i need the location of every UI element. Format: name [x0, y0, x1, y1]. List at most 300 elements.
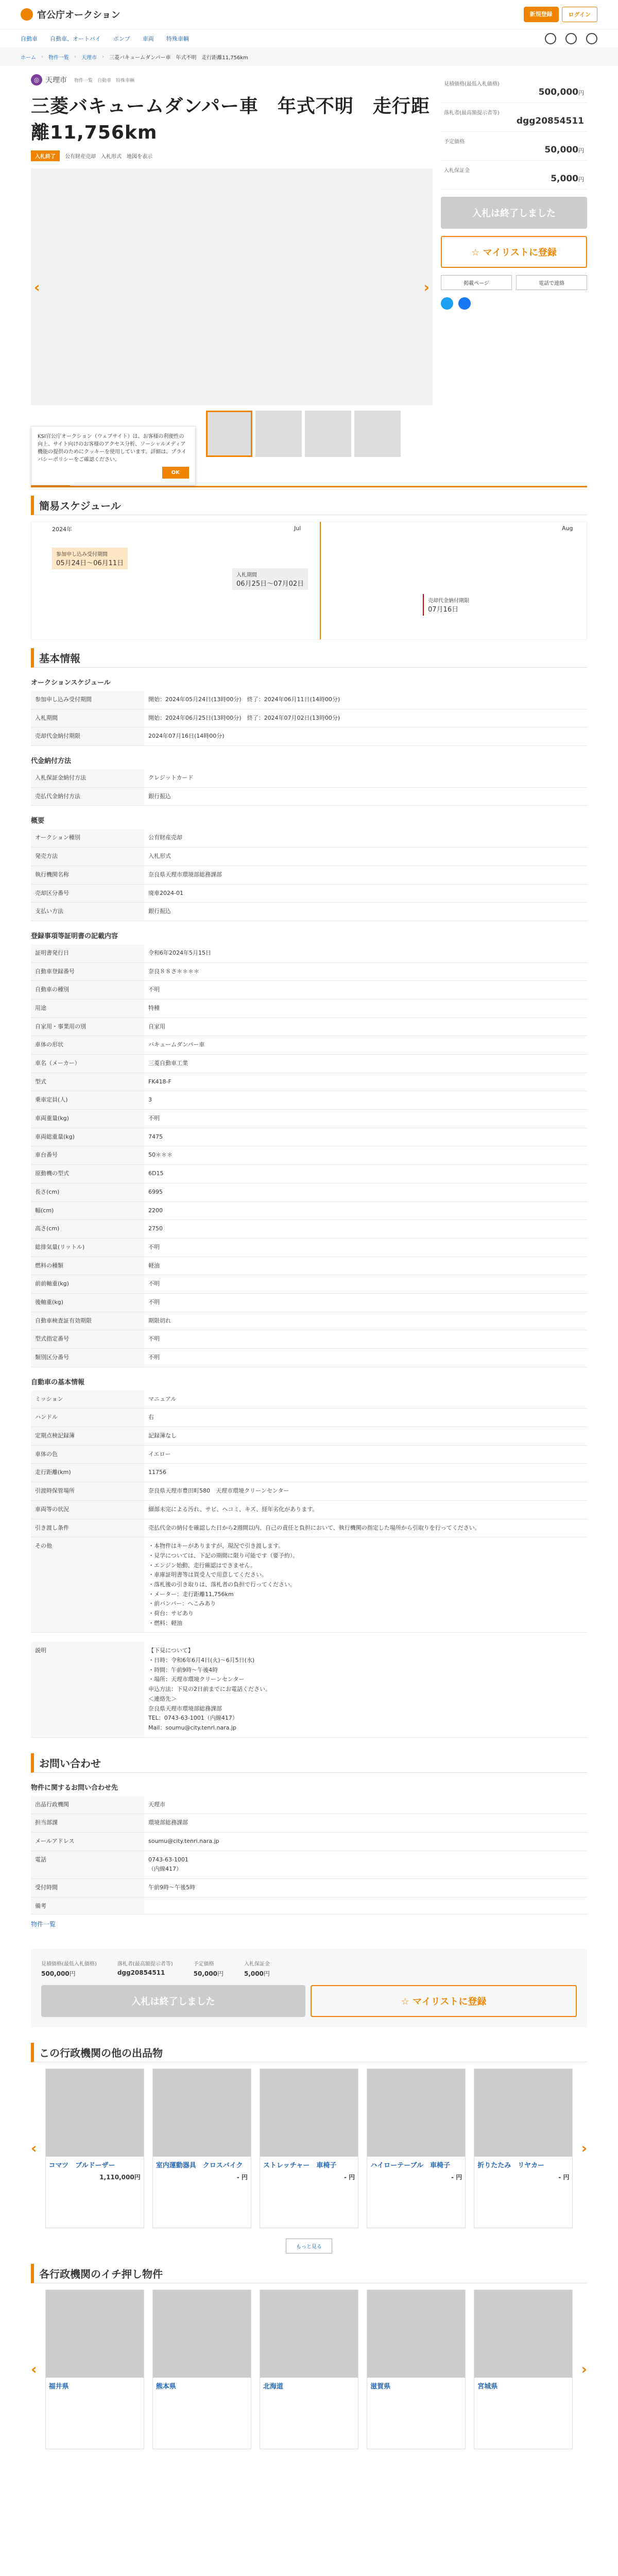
row-key: 後軸重(kg) [31, 1293, 144, 1312]
thumbnail[interactable] [305, 411, 351, 457]
table-row [31, 1146, 587, 1165]
print-button[interactable]: 掲載ページ [441, 275, 512, 290]
schedule-timeline [31, 521, 587, 640]
event-title: 入札期間 [236, 572, 257, 578]
timeline-month: Aug [562, 525, 573, 532]
table-row [31, 1257, 587, 1275]
table-row [31, 981, 587, 999]
table-row [31, 1832, 587, 1851]
item-card[interactable] [45, 2290, 144, 2449]
card-name: 滋賀県 [370, 2382, 391, 2391]
event-application [52, 548, 128, 569]
bb-price-value: 5,000 [244, 1970, 264, 1977]
item-card[interactable] [474, 2069, 573, 2228]
recommend-section [31, 2264, 587, 2449]
row-key: 発売方法 [31, 848, 144, 866]
row-value: 売払代金の納付を確認した日から2週間以内、自己の責任と負担において、執行機関の指定した場所から引取りを行ってください。 [144, 1519, 587, 1537]
more-button[interactable]: もっと見る [286, 2239, 332, 2253]
card-image [260, 2069, 358, 2157]
carousel-prev-icon[interactable]: ‹ [31, 2140, 37, 2157]
search-icon[interactable] [545, 33, 556, 44]
row-value: 公有財産売却 [144, 829, 587, 847]
row-key: 証明書発行日 [31, 944, 144, 962]
item-card[interactable] [367, 2290, 466, 2449]
recommend-heading: 各行政機関のイチ押し物件 [31, 2264, 587, 2283]
chip[interactable]: 入札形式 [101, 154, 122, 160]
recommend-carousel [31, 2290, 587, 2449]
row-value: ・本物件はキーがありますが、現況で引き渡します。 ・見学については、下記の期間に限り可能です（要予約）。 ・エンジン始動、走行確認はできません。 ・車庫証明書等は買受人で用意してください。 ・落札後の引き取りは、落札者の負担で行ってください。 ・メーター：走行距離11,756km ・前バンパー：へこみあり ・荷台：サビあり ・燃料：軽油 [144, 1537, 587, 1633]
table-row [31, 1814, 587, 1833]
row-value: イエロー [144, 1445, 587, 1464]
price-label: 予定価格 [444, 139, 465, 145]
table-row [31, 866, 587, 884]
chip[interactable]: 地図を表示 [127, 154, 152, 160]
logo-text: 官公庁オークション [37, 10, 121, 21]
row-value: 三菱自動車工業 [144, 1055, 587, 1073]
gallery-prev-icon[interactable]: ‹ [34, 278, 40, 296]
event-payment [423, 594, 473, 616]
row-key: 車両等の状況 [31, 1500, 144, 1519]
row-value: 銀行振込 [144, 903, 587, 921]
price-label: 入札保証金 [444, 168, 470, 174]
row-key: 車名（メーカー） [31, 1055, 144, 1073]
row-value: 奈良８８さ＊＊＊＊ [144, 962, 587, 981]
row-value: 不明 [144, 1293, 587, 1312]
bb-price [117, 1959, 173, 1978]
table-row [31, 1482, 587, 1501]
bb-bid-closed-button[interactable]: 入札は終了しました [41, 1985, 305, 2017]
row-key: 担当部課 [31, 1814, 144, 1833]
row-key: 用途 [31, 999, 144, 1018]
municipality[interactable] [31, 74, 433, 86]
thumbnail[interactable] [206, 411, 252, 457]
contact-subheading: 物件に関するお問い合わせ先 [31, 1784, 118, 1792]
row-key: 引き渡し条件 [31, 1519, 144, 1537]
card-price: - 円 [344, 2173, 355, 2181]
row-key: 売却区分番号 [31, 884, 144, 903]
row-key: 乗車定員(人) [31, 1091, 144, 1110]
table-row [31, 962, 587, 981]
row-key: 型式指定番号 [31, 1330, 144, 1349]
card-image [153, 2290, 251, 2378]
row-value: 細部未完による汚れ、サビ、ヘコミ、キズ、経年劣化があります。 [144, 1500, 587, 1519]
contact-heading: お問い合わせ [31, 1753, 587, 1773]
row-key: 原動機の型式 [31, 1165, 144, 1183]
site-logo[interactable] [21, 8, 121, 21]
row-value: 特種 [144, 999, 587, 1018]
table-row [31, 1330, 587, 1349]
table-row [31, 1851, 587, 1878]
row-key: 定期点検記録簿 [31, 1427, 144, 1446]
bb-add-mylist-button[interactable]: ☆ マイリストに登録 [311, 1985, 577, 2017]
item-card[interactable] [260, 2069, 358, 2228]
table-row [31, 1519, 587, 1537]
table-row [31, 1409, 587, 1427]
row-key: 入札期間 [31, 709, 144, 727]
row-value: 廃車2024-01 [144, 884, 587, 903]
other-items-section [31, 2043, 587, 2253]
row-value [144, 1897, 587, 1914]
table-row [31, 1183, 587, 1201]
bb-price [41, 1959, 97, 1978]
bb-mylist-label: マイリストに登録 [413, 1996, 487, 2007]
row-value: 環境部総務課部 [144, 1814, 587, 1833]
register-button[interactable]: 新規登録 [524, 7, 559, 22]
row-key: 走行距離(km) [31, 1464, 144, 1482]
row-key: 長さ(cm) [31, 1183, 144, 1201]
price-min [441, 74, 587, 103]
today-line [320, 522, 321, 639]
bid-closed-button[interactable]: 入札は終了しました [441, 197, 587, 229]
timeline-year: 2024年 [52, 526, 72, 533]
row-value: 銀行振込 [144, 787, 587, 806]
row-value: 午前9時～午後5時 [144, 1879, 587, 1897]
row-key: 支払い方法 [31, 903, 144, 921]
row-value: 6D15 [144, 1165, 587, 1183]
table-row [31, 1897, 587, 1914]
table-row [31, 1391, 587, 1409]
card-name: 折りたたみ リヤカー [477, 2161, 545, 2170]
row-key: 車両重量(kg) [31, 1110, 144, 1128]
bb-price-label: 予定価格 [193, 1961, 214, 1967]
row-key: 引渡時保管場所 [31, 1482, 144, 1501]
row-value: soumu@city.tenri.nara.jp [144, 1832, 587, 1851]
table-row [31, 944, 587, 962]
twitter-icon[interactable] [441, 297, 453, 310]
row-value: 【下見について】 ・日時：令和6年6月4日(火)～6月5日(水) ・時間：午前9時～午後4時 ・場所：天理市環境クリーンセンター 申込方法：下見の2日前までにお電話ください。 ＜連絡先＞ 奈良県天理市環境部総務課部 TEL：0743-63-1001（内線417） Mail：soumu@city.tenri.nara.jp [144, 1642, 587, 1737]
info-table [31, 691, 587, 746]
row-value: 期限切れ [144, 1312, 587, 1330]
info-group-title: 概要 [31, 817, 45, 825]
event-date: 06月25日～07月02日 [236, 580, 304, 588]
status-badge: 入札終了 [31, 150, 60, 161]
event-title: 売却代金納付期限 [428, 598, 469, 604]
row-value: 開始：2024年05月24日(13時00分) 終了：2024年06月11日(14時00分) [144, 691, 587, 709]
row-value: バキュームダンパー車 [144, 1036, 587, 1055]
thumbnail-strip [206, 411, 433, 457]
info-table [31, 1391, 587, 1633]
bb-price-unit: 円 [263, 1970, 270, 1977]
breadcrumb-list[interactable]: 物件一覧 [48, 55, 69, 61]
table-row [31, 727, 587, 746]
chip[interactable]: 公有財産売却 [65, 154, 96, 160]
basic-info-section [31, 648, 587, 1738]
page-title: 三菱バキュームダンパー車 年式不明 走行距離11,756km [31, 96, 430, 143]
card-image [46, 2290, 144, 2378]
bb-price-value: 50,000 [193, 1970, 217, 1977]
table-row [31, 1427, 587, 1446]
row-value: 軽油 [144, 1257, 587, 1275]
breadcrumb-muni[interactable]: 天理市 [81, 55, 97, 61]
card-name: コマツ ブルドーザー [48, 2161, 115, 2170]
bb-price-label: 落札者(最高額提示者等) [117, 1961, 173, 1967]
price-value: 5,000 [551, 174, 578, 184]
bb-price-label: 見積価格(最低入札価格) [41, 1961, 97, 1967]
carousel-prev-icon[interactable]: ‹ [31, 2361, 37, 2378]
row-key: 受付時間 [31, 1879, 144, 1897]
cookie-text: KSI官公庁オークション（ウェブサイト）は、お客様の利便性の向上、サイト向けのお客様のアクセス分析、ソーシャルメディア機能の提供のためにクッキーを使用しています。詳細は、プライバシーポリシーをご確認ください。 [38, 434, 186, 463]
row-value: 2024年07月16日(14時00分) [144, 727, 587, 746]
item-card[interactable] [474, 2290, 573, 2449]
row-value: 3 [144, 1091, 587, 1110]
contact-section [31, 1753, 587, 1928]
row-value: 2750 [144, 1220, 587, 1239]
table-row [31, 1238, 587, 1257]
row-value: 不明 [144, 1110, 587, 1128]
table-row [31, 1110, 587, 1128]
row-value: 7475 [144, 1128, 587, 1146]
table-row [31, 709, 587, 727]
table-row [31, 1464, 587, 1482]
info-table [31, 769, 587, 806]
row-key: 幅(cm) [31, 1201, 144, 1220]
row-value: 天理市 [144, 1796, 587, 1814]
event-date: 07月16日 [428, 606, 459, 614]
thumbnail[interactable] [255, 411, 302, 457]
breadcrumb-home[interactable]: ホーム [21, 55, 36, 61]
row-value: 令和6年2024年5月15日 [144, 944, 587, 962]
row-value: 奈良県天理市環境部総務課部 [144, 866, 587, 884]
table-row [31, 1537, 587, 1633]
basic-info-heading: 基本情報 [31, 648, 587, 668]
mylist-icon[interactable] [565, 33, 577, 44]
card-name: 福井県 [48, 2382, 69, 2391]
login-button[interactable]: ログイン [562, 7, 597, 22]
bb-price-label: 入札保証金 [244, 1961, 270, 1967]
row-key: 車体の形状 [31, 1036, 144, 1055]
row-value: 記録簿なし [144, 1427, 587, 1446]
site-header [0, 0, 618, 29]
info-group-title: オークションスケジュール [31, 679, 111, 687]
info-group-title: 代金納付方法 [31, 757, 72, 766]
row-value: 入札形式 [144, 848, 587, 866]
breadcrumb: ホーム › 物件一覧 › 天理市 › 三菱バキュームダンパー車 年式不明 走行距離11,756km [0, 47, 618, 66]
row-key: 自動車登録番号 [31, 962, 144, 981]
nav-item[interactable]: 特殊車輌 [166, 35, 189, 42]
row-value: 開始：2024年06月25日(13時00分) 終了：2024年07月02日(13時00分) [144, 709, 587, 727]
price-label: 落札者(最高額提示者等) [444, 110, 500, 116]
row-key: 自家用・事業用の別 [31, 1018, 144, 1036]
card-image [474, 2290, 572, 2378]
bb-price [194, 1959, 224, 1978]
price-value: 500,000 [538, 87, 578, 97]
row-key: 執行機関名称 [31, 866, 144, 884]
card-price: - 円 [558, 2173, 570, 2181]
carousel-next-icon[interactable]: › [581, 2361, 588, 2378]
nav-item[interactable]: 自動車 [21, 35, 38, 42]
card-image [46, 2069, 144, 2157]
table-row [31, 1879, 587, 1897]
info-table [31, 829, 587, 921]
bb-price-value: dgg20854511 [117, 1969, 165, 1976]
row-key: メールアドレス [31, 1832, 144, 1851]
card-image [260, 2290, 358, 2378]
menu-icon[interactable] [586, 33, 597, 44]
row-key: 出品行政機関 [31, 1796, 144, 1814]
price-unit: 円 [578, 176, 584, 183]
thumbnail[interactable] [354, 411, 401, 457]
event-bidding [232, 568, 308, 590]
municipality-seal-icon: ◎ [31, 74, 42, 86]
nav-item[interactable]: 自動車、オートバイ [50, 35, 101, 42]
table-row [31, 1055, 587, 1073]
row-key: 自動車検査証有効期限 [31, 1312, 144, 1330]
card-image [367, 2069, 465, 2157]
cookie-ok-button[interactable]: OK [162, 467, 189, 479]
bb-price-unit: 円 [217, 1970, 224, 1977]
table-row [31, 1642, 587, 1737]
row-value: 不明 [144, 981, 587, 999]
contact-table [31, 1796, 587, 1914]
row-key: 説明 [31, 1642, 144, 1737]
card-name: ハイローテーブル 車椅子 [370, 2161, 450, 2170]
card-price: - 円 [451, 2173, 462, 2181]
row-key: 入札保証金納付方法 [31, 769, 144, 787]
row-key: ミッション [31, 1391, 144, 1409]
card-image [474, 2069, 572, 2157]
table-row [31, 1128, 587, 1146]
bb-price-unit: 円 [69, 1970, 76, 1977]
event-date: 05月24日～06月11日 [56, 560, 124, 567]
card-name: 北海道 [263, 2382, 283, 2391]
row-value: 奈良県天理市豊田町580 天理市環境クリーンセンター [144, 1482, 587, 1501]
row-value: 不明 [144, 1349, 587, 1367]
table-row [31, 884, 587, 903]
bottom-bid-bar [31, 1949, 587, 2027]
info-group-title: 登録事項等証明書の記載内容 [31, 932, 118, 940]
table-row [31, 1036, 587, 1055]
schedule-section [31, 496, 587, 640]
info-group-title: 自動車の基本情報 [31, 1378, 85, 1386]
table-row [31, 787, 587, 806]
item-category: 物件一覧 自動車 特殊車輌 [74, 78, 135, 83]
card-name: 宮城県 [477, 2382, 498, 2391]
table-row [31, 829, 587, 847]
timeline-month: Jul [294, 525, 301, 532]
row-value: 50＊＊＊ [144, 1146, 587, 1165]
facebook-icon[interactable] [458, 297, 471, 310]
price-value: dgg20854511 [516, 116, 584, 126]
price-planned [441, 132, 587, 161]
row-key: 売却代金納付期限 [31, 727, 144, 746]
mylist-label: マイリストに登録 [483, 247, 557, 258]
bid-panel [441, 74, 587, 457]
cookie-banner [31, 426, 196, 485]
row-key: 高さ(cm) [31, 1220, 144, 1239]
table-row [31, 769, 587, 787]
row-key: ハンドル [31, 1409, 144, 1427]
nav-item[interactable]: ポンプ [113, 35, 130, 42]
other-items-carousel [31, 2069, 587, 2228]
table-row [31, 1091, 587, 1110]
row-key: オークション種別 [31, 829, 144, 847]
category-nav [0, 29, 618, 47]
row-key: 燃料の種類 [31, 1257, 144, 1275]
table-row [31, 1349, 587, 1367]
row-key: 自動車の種別 [31, 981, 144, 999]
row-value: 6995 [144, 1183, 587, 1201]
table-row [31, 1275, 587, 1294]
image-gallery [31, 168, 433, 476]
row-value: 不明 [144, 1238, 587, 1257]
nav-item[interactable]: 車両 [142, 35, 154, 42]
table-row [31, 1220, 587, 1239]
table-row [31, 1796, 587, 1814]
row-key: 売払代金納付方法 [31, 787, 144, 806]
price-label: 見積価格(最低入札価格) [444, 81, 500, 87]
event-title: 参加申し込み受付期間 [56, 552, 108, 557]
table-row [31, 1445, 587, 1464]
price-unit: 円 [578, 147, 584, 154]
table-row [31, 999, 587, 1018]
card-price: - 円 [236, 2173, 248, 2181]
table-row [31, 1073, 587, 1091]
row-value: 自家用 [144, 1018, 587, 1036]
table-row [31, 1018, 587, 1036]
other-items-heading: この行政機関の他の出品物 [31, 2043, 587, 2062]
price-winner [441, 103, 587, 132]
row-key: 車台番号 [31, 1146, 144, 1165]
row-value: クレジットカード [144, 769, 587, 787]
row-value: マニュアル [144, 1391, 587, 1409]
gallery-next-icon[interactable]: › [423, 278, 430, 296]
row-value: 2200 [144, 1201, 587, 1220]
table-row [31, 691, 587, 709]
row-key: その他 [31, 1537, 144, 1633]
row-value: 不明 [144, 1275, 587, 1294]
table-row [31, 1312, 587, 1330]
bb-price [244, 1959, 270, 1978]
table-row [31, 1201, 587, 1220]
row-key: 車両総重量(kg) [31, 1128, 144, 1146]
price-deposit [441, 161, 587, 190]
row-value: FK418-F [144, 1073, 587, 1091]
item-card[interactable] [152, 2069, 251, 2228]
item-card[interactable] [152, 2290, 251, 2449]
item-card[interactable] [45, 2069, 144, 2228]
price-value: 50,000 [544, 145, 578, 155]
row-key: 電話 [31, 1851, 144, 1878]
card-price: 1,110,000円 [99, 2173, 141, 2181]
info-table [31, 944, 587, 1367]
card-name: 室内運動器具 クロスバイク [156, 2161, 243, 2170]
logo-mark-icon [21, 8, 33, 21]
item-card[interactable] [367, 2069, 466, 2228]
row-value: 不明 [144, 1330, 587, 1349]
add-mylist-button[interactable]: ☆ マイリストに登録 [441, 236, 587, 268]
bb-price-value: 500,000 [41, 1970, 70, 1977]
schedule-heading: 簡易スケジュール [31, 496, 587, 515]
row-key: 参加申し込み受付期間 [31, 691, 144, 709]
card-name: ストレッチャー 車椅子 [263, 2161, 337, 2170]
card-image [367, 2290, 465, 2378]
row-key: 型式 [31, 1073, 144, 1091]
info-table [31, 1642, 587, 1737]
table-row [31, 1165, 587, 1183]
back-to-list-link[interactable]: 物件一覧 [31, 1920, 56, 1928]
row-key: 備考 [31, 1897, 144, 1914]
table-row [31, 848, 587, 866]
carousel-next-icon[interactable]: › [581, 2140, 588, 2157]
item-card[interactable] [260, 2290, 358, 2449]
row-key: 前前軸重(kg) [31, 1275, 144, 1294]
contact-button[interactable]: 電話で連絡 [516, 275, 587, 290]
table-row [31, 903, 587, 921]
breadcrumb-current: 三菱バキュームダンパー車 年式不明 走行距離11,756km [109, 55, 248, 61]
row-key: 車体の色 [31, 1445, 144, 1464]
municipality-name: 天理市 [45, 76, 67, 84]
row-value: 11756 [144, 1464, 587, 1482]
